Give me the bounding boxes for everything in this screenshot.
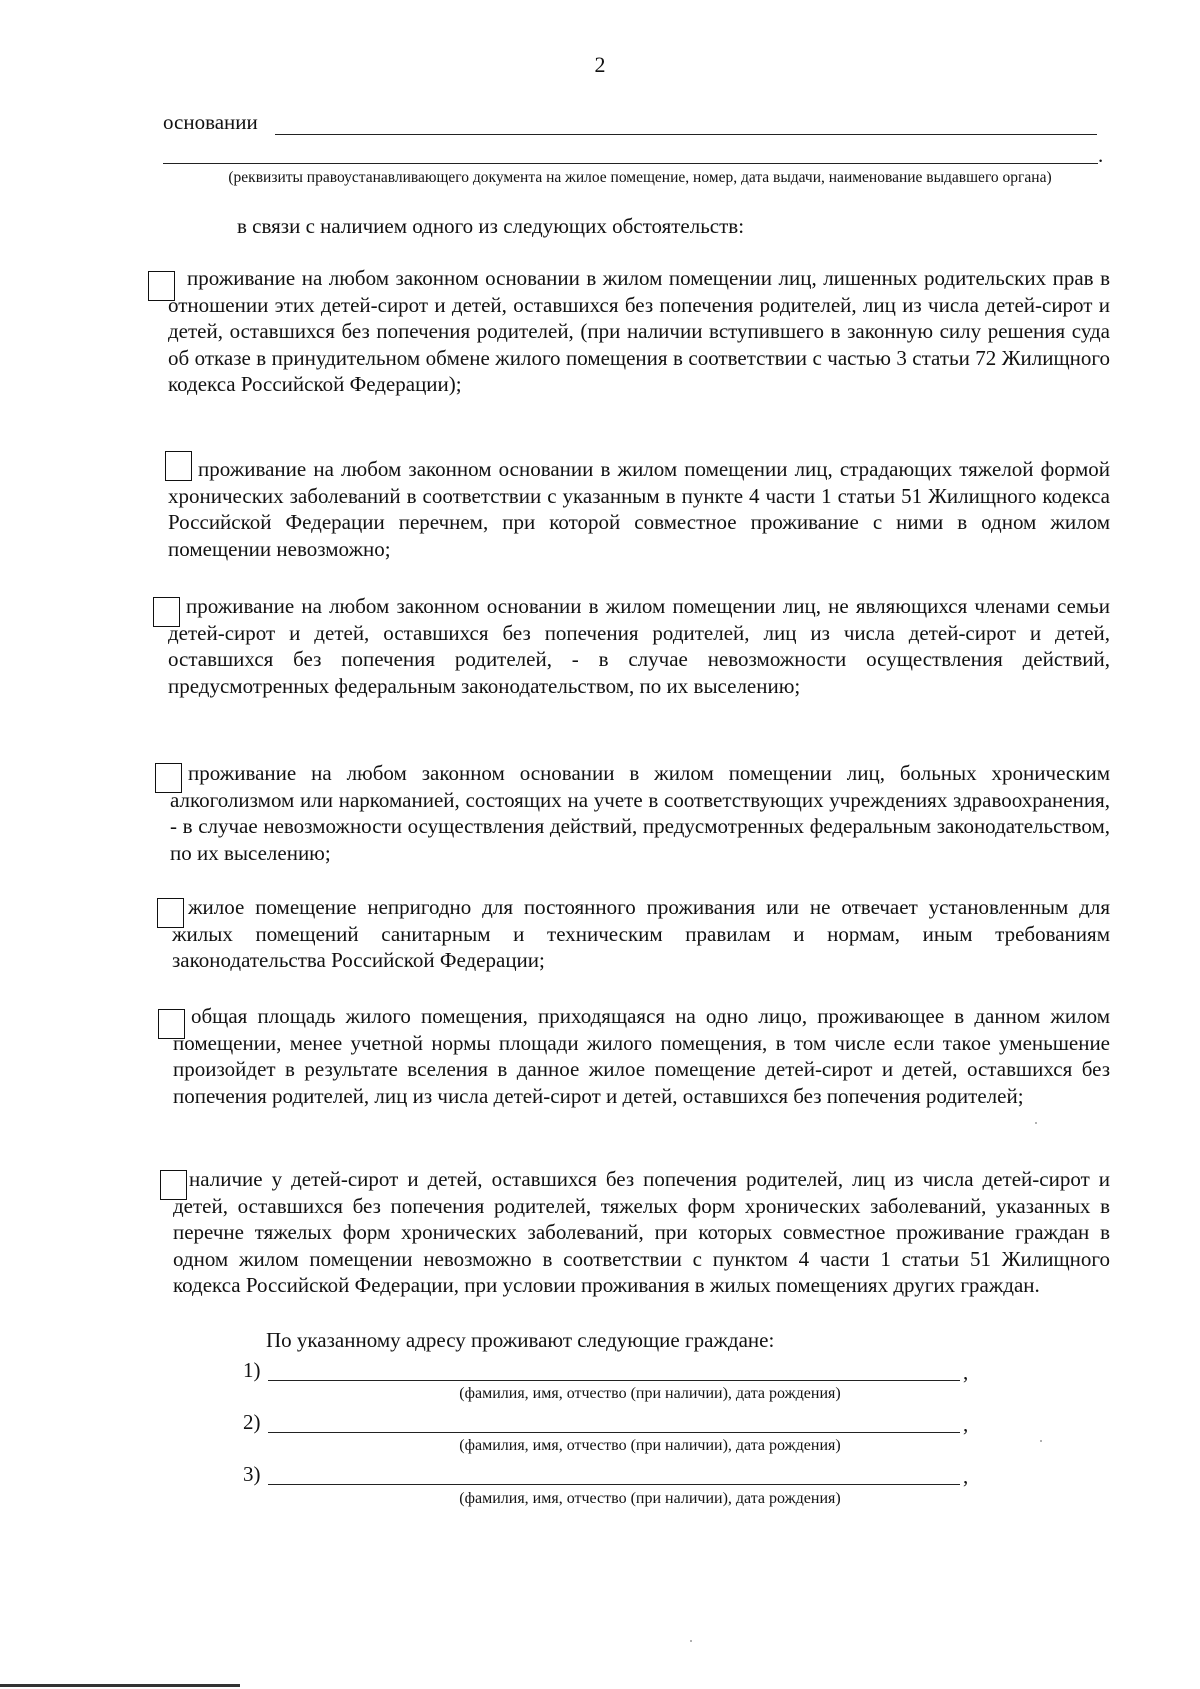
resident-2-field[interactable]: [268, 1432, 960, 1433]
residents-lead: По указанному адресу проживают следующие граждане:: [266, 1328, 775, 1352]
option-6-text: общая площадь жилого помещения, приходящаяся на одно лицо, проживающее в данном жилом помещении, менее учетной нормы площади жилого помещения, в том числе если такое уменьшение произойдет в результате вселения в данное жилое помещение детей-сирот и детей, оставшихся без попечения родителей, лиц из числа детей-сирот и детей, оставшихся без попечения родителей;: [173, 1004, 1110, 1108]
resident-1-comma: ,: [963, 1360, 969, 1384]
basis-input-line[interactable]: [275, 134, 1097, 135]
resident-2-hint: (фамилия, имя, отчество (при наличии), дата рождения): [459, 1437, 841, 1454]
basis-input-line-2[interactable]: [163, 163, 1098, 164]
page-number: 2: [594, 52, 606, 77]
option-7-text: наличие у детей-сирот и детей, оставшихся без попечения родителей, лиц из числа детей-сирот и детей, оставшихся без попечения родителей, тяжелых форм хронических заболеваний, указанных в перечне тяжелых форм хронических заболеваний, при которых совместное проживание граждан в одном жилом помещении невозможно в соответствии с пунктом 4 части 1 статьи 51 Жилищного кодекса Российской Федерации, при условии проживания в жилых помещениях других граждан.: [173, 1167, 1110, 1297]
scan-edge: [0, 1684, 240, 1687]
basis-label: основании: [163, 110, 258, 134]
basis-hint: (реквизиты правоустанавливающего документа на жилое помещение, номер, дата выдачи, наименование выдавшего органа): [228, 169, 1052, 186]
basis-period: .: [1098, 143, 1104, 167]
option-2-text: проживание на любом законном основании в жилом помещении лиц, страдающих тяжелой формой хронических заболеваний в соответствии с указанным в пункте 4 части 1 статьи 51 Жилищного кодекса Российской Федерации перечнем, при которой совместное проживание с ними в одном жилом помещении невозможно;: [168, 457, 1110, 561]
circumstances-intro: в связи с наличием одного из следующих обстоятельств:: [237, 214, 745, 238]
resident-2-comma: ,: [963, 1412, 969, 1436]
resident-1-field[interactable]: [268, 1380, 960, 1381]
resident-3-field[interactable]: [268, 1484, 960, 1485]
scan-speck: [1035, 1122, 1037, 1124]
resident-1-number: 1): [243, 1358, 261, 1382]
option-5-text: жилое помещение непригодно для постоянного проживания или не отвечает установленным для жилых помещений санитарным и техническим правилам и нормам, иным требованиям законодательства Российской Федерации;: [172, 895, 1110, 972]
resident-1-hint: (фамилия, имя, отчество (при наличии), дата рождения): [459, 1385, 841, 1402]
resident-3-number: 3): [243, 1462, 261, 1486]
scan-speck: [1040, 1440, 1042, 1442]
resident-3-hint: (фамилия, имя, отчество (при наличии), дата рождения): [459, 1490, 841, 1507]
option-1-text: проживание на любом законном основании в жилом помещении лиц, лишенных родительских прав в отношении этих детей-сирот и детей, оставшихся без попечения родителей, лиц из числа детей-сирот и детей, оставшихся без попечения родителей, (при наличии вступившего в законную силу решения суда об отказе в принудительном обмене жилого помещения в соответствии с частью 3 статьи 72 Жилищного кодекса Российской Федерации);: [168, 266, 1110, 396]
option-4-text: проживание на любом законном основании в жилом помещении лиц, больных хроническим алкоголизмом или наркоманией, состоящих на учете в соответствующих учреждениях здравоохранения, - в случае невозможности осуществления действий, предусмотренных федеральным законодательством, по их выселению;: [170, 761, 1110, 865]
option-3-text: проживание на любом законном основании в жилом помещении лиц, не являющихся членами семьи детей-сирот и детей, оставшихся без попечения родителей, лиц из числа детей-сирот и детей, оставшихся без попечения родителей, - в случае невозможности осуществления действий, предусмотренных федеральным законодательством, по их выселению;: [168, 594, 1110, 698]
resident-2-number: 2): [243, 1410, 261, 1434]
resident-3-comma: ,: [963, 1464, 969, 1488]
scan-speck: [690, 1640, 692, 1642]
